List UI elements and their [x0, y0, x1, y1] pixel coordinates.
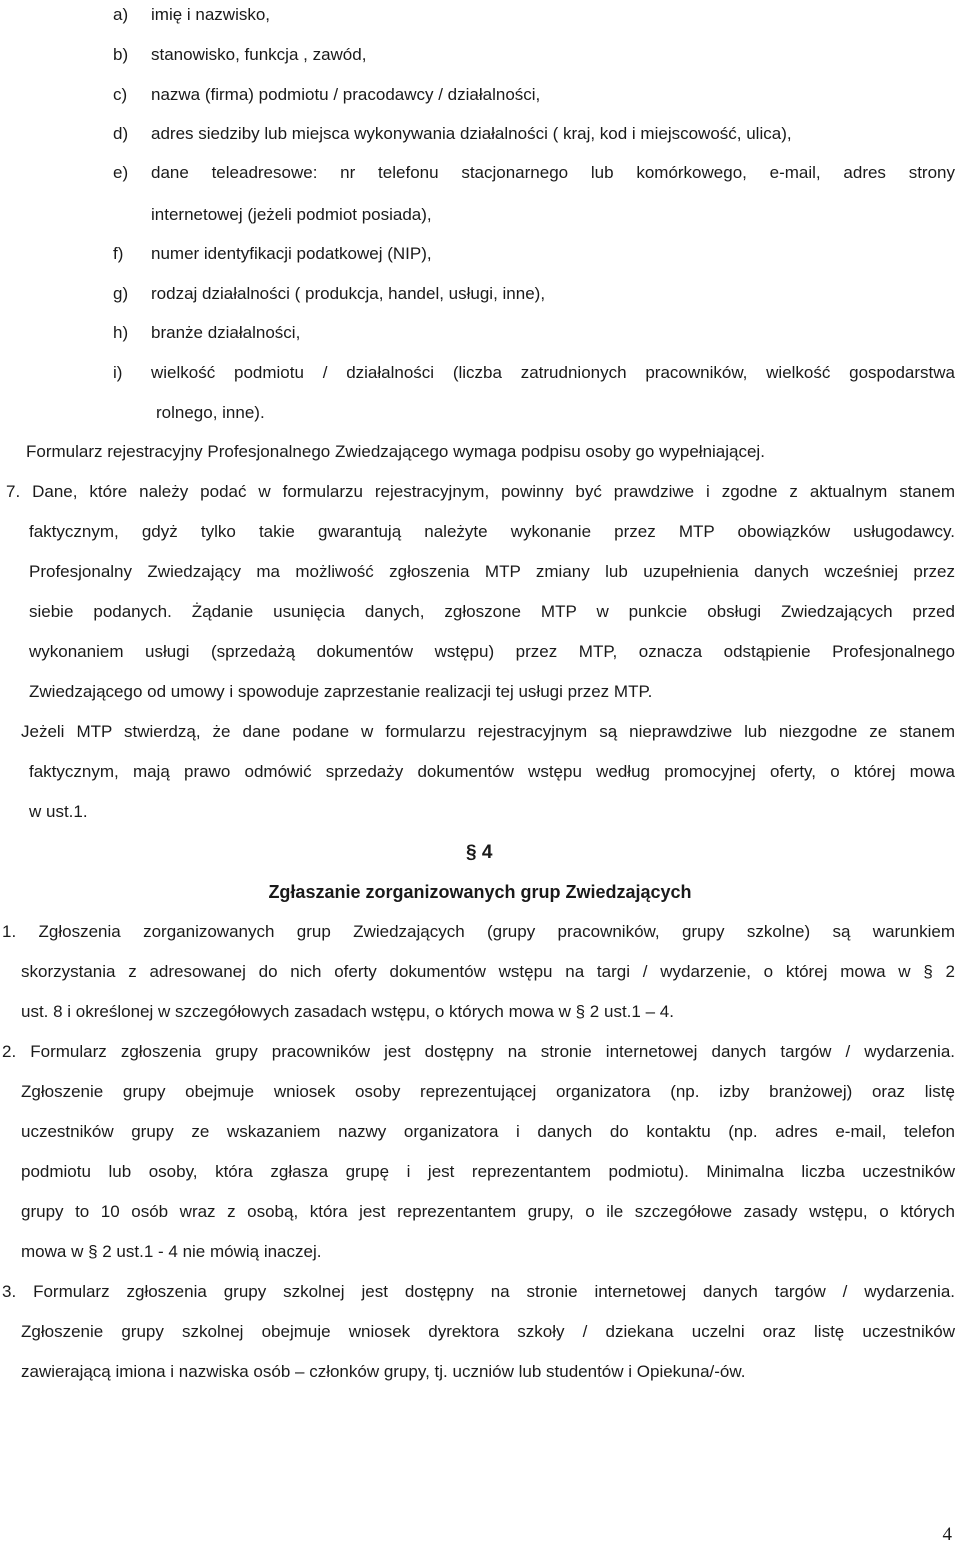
paragraph-line: Zgłoszenie grupy obejmuje wniosek osoby reprezentującej organizatora (np. izby branżowej) oraz listę	[21, 1082, 955, 1101]
paragraph-line: wykonaniem usługi (sprzedażą dokumentów wstępu) przez MTP, oznacza odstąpienie Profesjonalnego	[29, 642, 955, 661]
paragraph-line: Jeżeli MTP stwierdzą, że dane podane w formularzu rejestracyjnym są nieprawdziwe lub niezgodne ze stanem	[21, 722, 955, 741]
list-text: stanowisko, funkcja , zawód,	[151, 45, 367, 64]
list-label: h)	[113, 323, 129, 342]
paragraph-line: siebie podanych. Żądanie usunięcia danych, zgłoszone MTP w punkcie obsługi Zwiedzających przed	[29, 602, 955, 621]
paragraph-line: Profesjonalny Zwiedzający ma możliwość zgłoszenia MTP zmiany lub uzupełnienia danych wcześniej przez	[29, 562, 955, 581]
list-text: numer identyfikacji podatkowej (NIP),	[151, 244, 432, 263]
list-label: c)	[113, 85, 128, 104]
section-number: § 4	[466, 842, 493, 863]
list-label: e)	[113, 163, 129, 182]
paragraph-line: podmiotu lub osoby, która zgłasza grupę i jest reprezentantem podmiotu). Minimalna liczba uczestników	[21, 1162, 955, 1181]
paragraph-line: uczestników grupy ze wskazaniem nazwy organizatora i danych do kontaktu (np. adres e-mail, telefon	[21, 1122, 955, 1141]
list-label: b)	[113, 45, 129, 64]
paragraph-line: w ust.1.	[29, 802, 88, 821]
paragraph-line: zawierającą imiona i nazwiska osób – członków grupy, tj. uczniów lub studentów i Opiekuna/-ów.	[21, 1362, 746, 1381]
paragraph-line: 7. Dane, które należy podać w formularzu rejestracyjnym, powinny być prawdziwe i zgodne z aktualnym stanem	[6, 482, 955, 501]
paragraph-line: Zwiedzającego od umowy i spowoduje zaprzestanie realizacji tej usługi przez MTP.	[29, 682, 653, 701]
list-text-continued: internetowej (jeżeli podmiot posiada),	[151, 205, 432, 224]
paragraph-line: faktycznym, mają prawo odmówić sprzedaży dokumentów wstępu według promocyjnej oferty, o której mowa	[29, 762, 955, 781]
list-label: g)	[113, 284, 129, 303]
signature-note: Formularz rejestracyjny Profesjonalnego Zwiedzającego wymaga podpisu osoby go wypełniającej.	[26, 442, 765, 461]
paragraph-line: faktycznym, gdyż tylko takie gwarantują należyte wykonanie przez MTP obowiązków usługodawcy.	[29, 522, 955, 541]
paragraph-line: Zgłoszenie grupy szkolnej obejmuje wniosek dyrektora szkoły / dziekana uczelni oraz listę uczestników	[21, 1322, 955, 1341]
list-text: adres siedziby lub miejsca wykonywania działalności ( kraj, kod i miejscowość, ulica),	[151, 124, 792, 143]
paragraph-line: 1. Zgłoszenia zorganizowanych grup Zwiedzających (grupy pracowników, grupy szkolne) są warunkiem	[2, 922, 955, 941]
list-label: f)	[113, 244, 124, 263]
paragraph-line: 3. Formularz zgłoszenia grupy szkolnej jest dostępny na stronie internetowej danych targów / wydarzenia.	[2, 1282, 955, 1301]
paragraph-line: ust. 8 i określonej w szczegółowych zasadach wstępu, o których mowa w § 2 ust.1 – 4.	[21, 1002, 674, 1021]
list-text: rodzaj działalności ( produkcja, handel, usługi, inne),	[151, 284, 546, 303]
list-text: imię i nazwisko,	[151, 5, 271, 24]
paragraph-line: 2. Formularz zgłoszenia grupy pracowników jest dostępny na stronie internetowej danych targów / wydarzenia.	[2, 1042, 955, 1061]
list-text: dane teleadresowe: nr telefonu stacjonarnego lub komórkowego, e-mail, adres strony	[151, 163, 955, 182]
list-text: branże działalności,	[151, 323, 301, 342]
list-label: i)	[113, 363, 123, 382]
paragraph-line: skorzystania z adresowanej do nich oferty dokumentów wstępu na targi / wydarzenie, o której mowa w § 2	[21, 962, 955, 981]
list-label: a)	[113, 5, 129, 24]
list-text: wielkość podmiotu / działalności (liczba zatrudnionych pracowników, wielkość gospodarstwa	[151, 363, 955, 382]
paragraph-line: mowa w § 2 ust.1 - 4 nie mówią inaczej.	[21, 1242, 322, 1261]
paragraph-line: grupy to 10 osób wraz z osobą, która jest reprezentantem grupy, o ile szczegółowe zasady wstępu, o których	[21, 1202, 955, 1221]
list-label: d)	[113, 124, 129, 143]
list-text-continued: rolnego, inne).	[156, 403, 265, 422]
page-number: 4	[942, 1524, 952, 1545]
list-text: nazwa (firma) podmiotu / pracodawcy / działalności,	[151, 85, 541, 104]
section-title: Zgłaszanie zorganizowanych grup Zwiedzających	[268, 882, 692, 902]
